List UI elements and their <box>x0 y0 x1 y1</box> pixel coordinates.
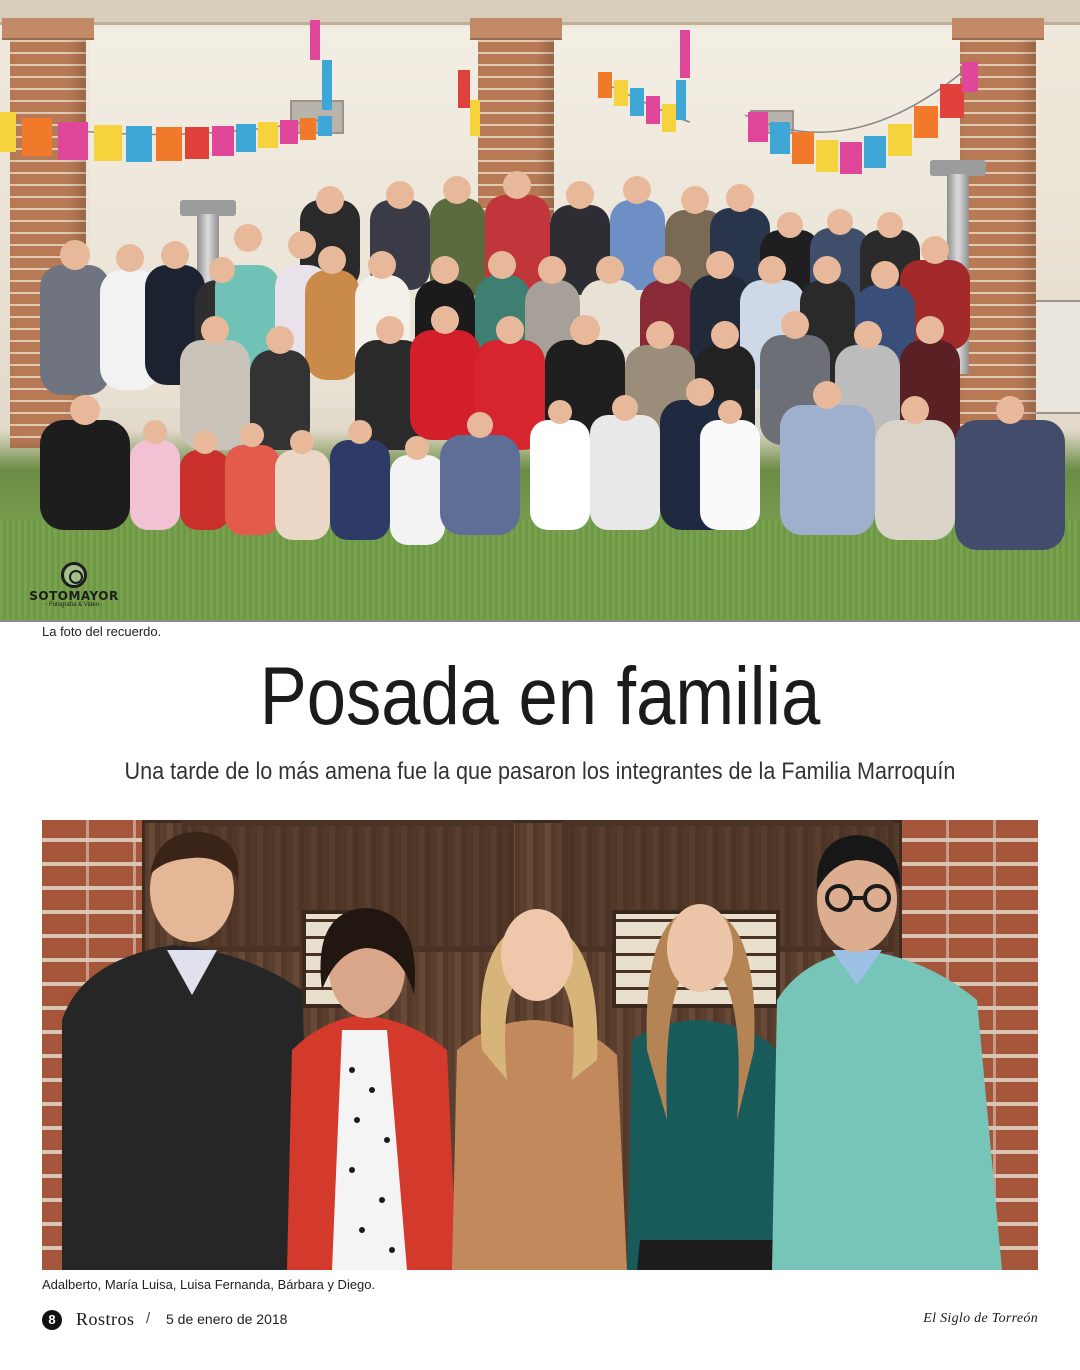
top-photo-caption: La foto del recuerdo. <box>42 624 162 639</box>
camera-logo-icon <box>61 562 87 588</box>
page-footer <box>42 1308 1038 1334</box>
publisher-logo: El Siglo de Torreón <box>923 1311 1038 1326</box>
person-1 <box>62 832 312 1270</box>
article-headline: Posada en familia <box>259 651 821 742</box>
watermark-name: SOTOMAYOR <box>29 589 119 603</box>
issue-date: 5 de enero de 2018 <box>166 1311 288 1327</box>
photographer-watermark <box>26 562 122 616</box>
page-number: 8 <box>42 1310 62 1330</box>
family-group <box>20 170 1080 570</box>
bottom-photo-caption: Adalberto, María Luisa, Luisa Fernanda, Bárbara y Diego. <box>42 1277 376 1292</box>
person-2 <box>287 908 457 1270</box>
person-5 <box>772 835 1002 1270</box>
person-4 <box>627 904 782 1270</box>
family-portrait-photo <box>42 820 1038 1270</box>
person-3 <box>452 909 627 1270</box>
footer-separator: / <box>146 1310 151 1327</box>
group-photo <box>0 0 1080 622</box>
watermark-subtitle: - Fotografía & Video - <box>45 602 103 608</box>
banner-flags <box>0 20 978 174</box>
five-people <box>42 820 1038 1270</box>
garland-string <box>0 70 965 135</box>
article-subheadline: Una tarde de lo más amena fue la que pasaron los integrantes de la Familia Marroquín <box>124 758 956 785</box>
section-name: Rostros <box>76 1309 135 1329</box>
